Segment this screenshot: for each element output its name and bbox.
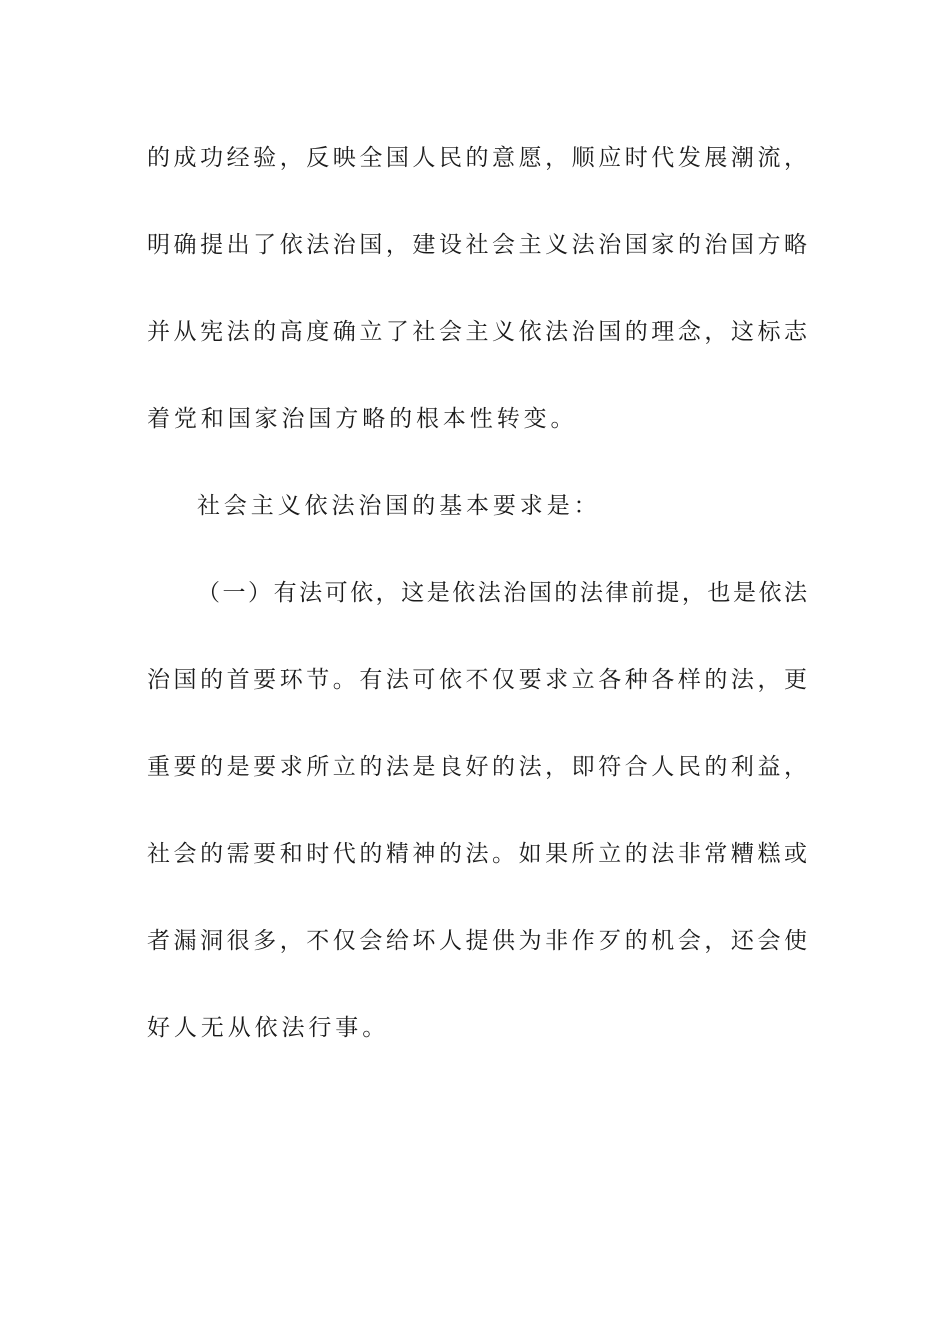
paragraph-line: 者漏洞很多，不仅会给坏人提供为非作歹的机会，还会使 [147, 928, 807, 954]
paragraph-line: 着党和国家治国方略的根本性转变。 [147, 406, 578, 432]
paragraph-line: （一）有法可依，这是依法治国的法律前提，也是依法 [197, 580, 807, 606]
paragraph-line: 好人无从依法行事。 [147, 1015, 390, 1041]
paragraph-line: 社会主义依法治国的基本要求是： [197, 493, 601, 519]
paragraph-line: 并从宪法的高度确立了社会主义依法治国的理念，这标志 [147, 319, 807, 345]
paragraph-line: 重要的是要求所立的法是良好的法，即符合人民的利益， [147, 754, 807, 780]
paragraph-line: 治国的首要环节。有法可依不仅要求立各种各样的法，更 [147, 667, 807, 693]
paragraph-line: 的成功经验，反映全国人民的意愿，顺应时代发展潮流， [147, 145, 807, 171]
paragraph-line: 明确提出了依法治国，建设社会主义法治国家的治国方略 [147, 232, 807, 258]
paragraph-line: 社会的需要和时代的精神的法。如果所立的法非常糟糕或 [147, 841, 807, 867]
